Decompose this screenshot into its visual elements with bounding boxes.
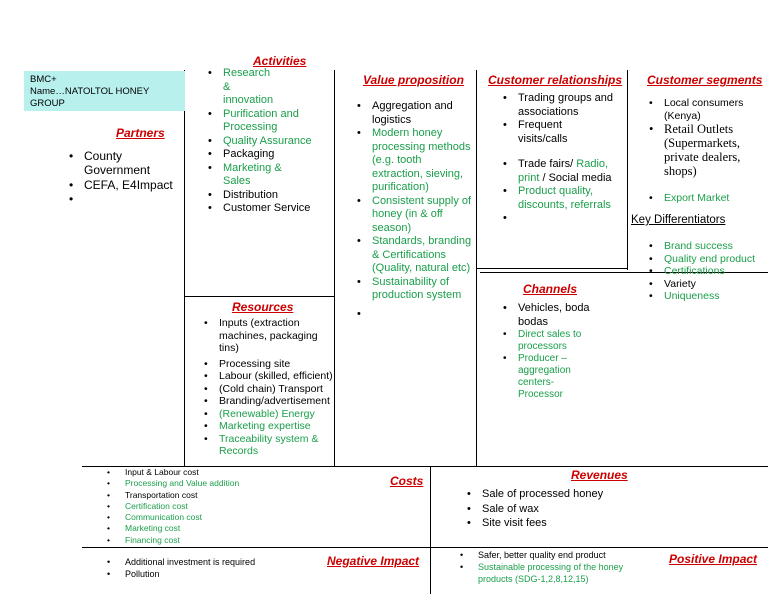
key-differentiators-item: • Uniqueness — [647, 290, 768, 303]
resources-item: • (Renewable) Energy — [202, 408, 336, 421]
activities-item: • Marketing & Sales — [206, 162, 332, 189]
value-proposition-item: • Aggregation and logistics — [355, 100, 473, 127]
resources-item: • Marketing expertise — [202, 420, 336, 433]
revenues-title: Revenues — [571, 468, 628, 482]
bmc-label: BMC+ — [30, 74, 57, 85]
partners-item: • CEFA, E4Impact — [67, 179, 182, 193]
costs-item: • Communication cost — [105, 512, 335, 523]
activities-item: • Purification and Processing — [206, 108, 332, 135]
activities-item: • Research & innovation — [206, 67, 332, 108]
customer-relationships-item — [501, 212, 626, 226]
revenues-item: • Sale of wax — [465, 502, 665, 517]
divider-costs-negative — [82, 547, 768, 548]
channels-item: • Vehicles, boda bodas — [501, 302, 596, 329]
positive-impact-item: • Sustainable processing of the honey products (SDG-1,2,8,12,15) — [458, 561, 658, 585]
divider-partners-activities — [184, 70, 185, 466]
customer-segments-item: • Retail Outlets (Supermarkets, private dealers, shops) — [647, 122, 768, 178]
value-proposition-item: • Standards, branding & Certifications (Quality, natural etc) — [355, 235, 473, 276]
channels-item: • Producer – aggregation centers- Processor — [501, 353, 596, 401]
divider-relationships-segments — [627, 70, 628, 270]
positive-impact-item: • Safer, better quality end product — [458, 549, 658, 561]
key-differentiators-item: • Certifications — [647, 265, 768, 278]
revenues-item: • Sale of processed honey — [465, 487, 665, 502]
customer-segments-item: • Export Market — [647, 192, 768, 205]
customer-relationships-item — [501, 158, 626, 185]
value-proposition-list — [355, 100, 473, 322]
revenues-list — [465, 487, 665, 531]
key-differentiators-item: • Variety — [647, 278, 768, 291]
value-proposition-item: • Consistent supply of honey (in & off season) — [355, 195, 473, 236]
costs-item: • Input & Labour cost — [105, 467, 335, 478]
customer-relationships-item: • Product quality, discounts, referrals — [501, 185, 626, 212]
customer-segments-item: • Local consumers (Kenya) — [647, 97, 768, 122]
key-differentiators-item: • Brand success — [647, 240, 768, 253]
positive-impact-list — [458, 549, 658, 585]
costs-item: • Marketing cost — [105, 523, 335, 534]
trade-fairs-text: Trade fairs/ — [518, 158, 577, 170]
costs-item: • Certification cost — [105, 501, 335, 512]
channels-item: • Direct sales to processors — [501, 329, 596, 353]
customer-segments-list — [647, 97, 768, 205]
bmc-name-line2: GROUP — [30, 98, 65, 109]
customer-segments-title: Customer segments — [647, 73, 763, 87]
customer-relationships-list — [501, 92, 626, 226]
bmc-name-box — [24, 71, 185, 111]
bmc-name-line1: Name…NATOLTOL HONEY — [30, 86, 150, 97]
negative-impact-list — [105, 556, 325, 580]
partners-item — [67, 193, 182, 207]
resources-list — [202, 317, 336, 458]
resources-item: • Branding/advertisement — [202, 395, 336, 408]
radio-print-text: Radio, print — [518, 158, 609, 184]
costs-item: • Processing and Value addition — [105, 478, 335, 489]
divider-relationships-channels-1 — [476, 268, 627, 269]
resources-item: • Traceability system & Records — [202, 433, 336, 458]
resources-item: • (Cold chain) Transport — [202, 383, 336, 396]
divider-costs-revenues — [430, 466, 431, 594]
divider-activities-resources — [184, 296, 334, 297]
resources-title: Resources — [232, 300, 294, 314]
resources-item: • Labour (skilled, efficient) — [202, 370, 336, 383]
activities-item: • Quality Assurance — [206, 135, 332, 149]
customer-relationships-item: • Trading groups and associations — [501, 92, 626, 119]
value-proposition-item — [355, 308, 473, 322]
partners-item: • County Government — [67, 150, 182, 177]
positive-impact-title: Positive Impact — [669, 552, 758, 566]
costs-title: Costs — [390, 474, 424, 488]
activities-item: • Distribution — [206, 189, 332, 203]
negative-impact-item: • Additional investment is required — [105, 556, 325, 568]
value-proposition-item: • Sustainability of production system — [355, 276, 473, 303]
partners-list — [67, 150, 182, 207]
social-media-text: / Social media — [539, 171, 612, 184]
partners-title: Partners — [116, 126, 165, 140]
customer-relationships-title: Customer relationships — [488, 73, 623, 87]
resources-item: • Processing site — [202, 358, 336, 371]
negative-impact-item: • Pollution — [105, 568, 325, 580]
activities-item: • Packaging — [206, 148, 332, 162]
costs-list — [105, 467, 335, 546]
key-differentiators-title: Key Differentiators — [631, 214, 726, 226]
channels-title: Channels — [523, 282, 578, 296]
key-differentiators-item: • Quality end product — [647, 253, 768, 266]
activities-list — [206, 67, 332, 216]
key-differentiators-list — [647, 240, 768, 303]
revenues-item: • Site visit fees — [465, 516, 665, 531]
negative-impact-title: Negative Impact — [327, 554, 420, 568]
customer-relationships-item: • Frequent visits/calls — [501, 119, 626, 146]
costs-item: • Transportation cost — [105, 490, 335, 501]
costs-item: • Financing cost — [105, 535, 335, 546]
resources-item: • Inputs (extraction machines, packaging tins) — [202, 317, 336, 355]
activities-title: Activities — [253, 54, 307, 68]
activities-item: • Customer Service — [206, 202, 332, 216]
value-proposition-title: Value proposition — [363, 73, 464, 87]
value-proposition-item: • Modern honey processing methods (e.g. tooth extraction, sieving, purification) — [355, 127, 473, 195]
channels-list — [501, 302, 596, 401]
